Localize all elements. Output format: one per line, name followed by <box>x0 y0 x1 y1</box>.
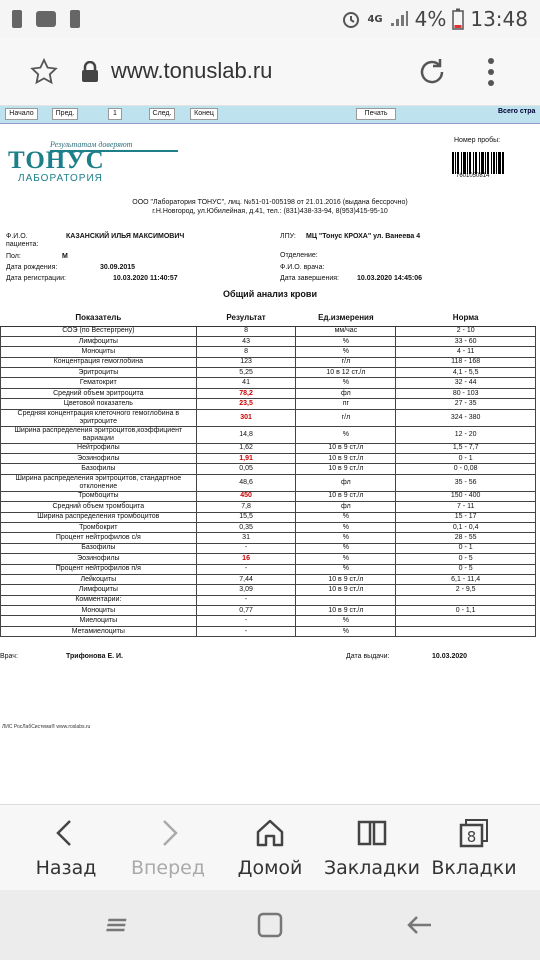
cell-unit: % <box>296 533 396 543</box>
prev-page-button[interactable]: Пред. <box>52 108 78 120</box>
star-icon[interactable] <box>30 58 58 86</box>
back-button[interactable] <box>12 805 120 891</box>
cell-indicator: Средняя концентрация клеточного гемоглобина в эритроците <box>1 409 197 426</box>
table-row <box>1 443 536 453</box>
cell-norm: 15 - 17 <box>396 512 536 522</box>
col-norm: Норма <box>396 310 536 326</box>
chevron-right-icon <box>152 817 184 849</box>
department-label: Отделение: <box>280 252 318 259</box>
tabs-label: Вкладки <box>431 857 517 879</box>
signal-icon <box>389 10 409 28</box>
cell-result: 0,05 <box>196 464 296 474</box>
table-row <box>1 585 536 595</box>
back-nav-icon[interactable] <box>405 910 435 940</box>
table-row <box>1 502 536 512</box>
cell-result: - <box>196 616 296 626</box>
home-label: Домой <box>237 857 303 879</box>
clock: 13:48 <box>470 7 528 31</box>
cell-unit: % <box>296 512 396 522</box>
cell-result: 15,5 <box>196 512 296 522</box>
battery-icon <box>452 8 464 30</box>
back-label: Назад <box>35 857 97 879</box>
message-icon <box>36 11 56 27</box>
cell-unit: мм/час <box>296 326 396 336</box>
cell-unit: % <box>296 616 396 626</box>
cell-unit: фл <box>296 474 396 491</box>
cell-norm: 32 - 44 <box>396 378 536 388</box>
cell-norm: 0 - 1,1 <box>396 606 536 616</box>
cell-result: 43 <box>196 336 296 346</box>
logo-tagline: Результатам доверяют <box>50 140 133 149</box>
table-row <box>1 491 536 501</box>
cell-result: 3,09 <box>196 585 296 595</box>
table-row <box>1 357 536 367</box>
signature-doctor: Трифонова Е. И. <box>66 653 123 660</box>
url-field[interactable]: www.tonuslab.ru <box>111 58 273 83</box>
home-nav-icon[interactable] <box>255 910 285 940</box>
table-row <box>1 522 536 532</box>
table-row <box>1 616 536 626</box>
alarm-icon <box>341 9 361 29</box>
cell-norm: 0 - 5 <box>396 554 536 564</box>
cell-result: 16 <box>196 554 296 564</box>
cell-unit: 10 в 9 ст./л <box>296 491 396 501</box>
cell-unit: % <box>296 554 396 564</box>
cell-indicator: Моноциты <box>1 347 197 357</box>
table-row <box>1 626 536 636</box>
table-row <box>1 378 536 388</box>
address-bar <box>0 38 540 106</box>
lpu-label: ЛПУ: <box>280 233 296 240</box>
sex-label: Пол: <box>6 253 21 260</box>
cell-indicator: Эозинофилы <box>1 454 197 464</box>
cell-result: 14,8 <box>196 426 296 443</box>
cell-norm <box>396 595 536 605</box>
table-row <box>1 426 536 443</box>
battery-notification-icon-2 <box>70 10 80 28</box>
total-pages-label: Всего стра <box>498 108 536 115</box>
cell-indicator: Базофилы <box>1 464 197 474</box>
chevron-left-icon <box>50 817 82 849</box>
cell-unit <box>296 595 396 605</box>
cell-indicator: Ширина распределения эритроцитов,коэффициент вариации <box>1 426 197 443</box>
network-type: 4G <box>367 13 383 25</box>
cell-unit: 10 в 9 ст./л <box>296 585 396 595</box>
cell-result: 0,77 <box>196 606 296 616</box>
cell-indicator: Процент нейтрофилов с/я <box>1 533 197 543</box>
cell-unit: пг <box>296 399 396 409</box>
bookmarks-label: Закладки <box>323 857 421 879</box>
cell-norm: 1,5 - 7,7 <box>396 443 536 453</box>
cell-norm: 0 - 0,08 <box>396 464 536 474</box>
cell-indicator: Гематокрит <box>1 378 197 388</box>
cell-indicator: Лимфоциты <box>1 585 197 595</box>
table-row <box>1 388 536 398</box>
table-row <box>1 326 536 336</box>
cell-norm: 2 - 9,5 <box>396 585 536 595</box>
cell-indicator: Комментарии: <box>1 595 197 605</box>
cell-norm <box>396 616 536 626</box>
cell-result: - <box>196 564 296 574</box>
cell-norm: 0 - 1 <box>396 543 536 553</box>
cell-indicator: Средний объем тромбоцита <box>1 502 197 512</box>
cell-unit: % <box>296 543 396 553</box>
col-result: Результат <box>196 310 296 326</box>
cell-unit: 10 в 9 ст./л <box>296 574 396 584</box>
next-page-button[interactable]: След. <box>149 108 175 120</box>
cell-norm: 0 - 1 <box>396 454 536 464</box>
issue-date: 10.03.2020 <box>432 653 468 660</box>
lab-info <box>0 198 540 216</box>
tab-count: 8 <box>466 828 477 846</box>
cell-indicator: Цветовой показатель <box>1 399 197 409</box>
cell-norm: 150 - 400 <box>396 491 536 501</box>
table-row <box>1 554 536 564</box>
cell-result: 78,2 <box>196 388 296 398</box>
cell-unit: фл <box>296 502 396 512</box>
last-page-button[interactable]: Конец <box>190 108 218 120</box>
cell-result: 7,44 <box>196 574 296 584</box>
first-page-button[interactable]: Начало <box>5 108 38 120</box>
table-row <box>1 606 536 616</box>
cell-result: 1,62 <box>196 443 296 453</box>
battery-percent: 4% <box>414 7 447 31</box>
cell-norm: 0 - 5 <box>396 564 536 574</box>
lock-icon <box>80 61 100 83</box>
completion-label: Дата завершения: <box>280 275 339 282</box>
cell-indicator: Эритроциты <box>1 368 197 378</box>
cell-result: 0,35 <box>196 522 296 532</box>
table-row <box>1 409 536 426</box>
cell-indicator: СОЭ (по Вестергрену) <box>1 326 197 336</box>
table-row <box>1 368 536 378</box>
cell-result: 41 <box>196 378 296 388</box>
cell-norm: 80 - 103 <box>396 388 536 398</box>
cell-result: 7,8 <box>196 502 296 512</box>
cell-result: 5,25 <box>196 368 296 378</box>
cell-unit: 10 в 9 ст./л <box>296 454 396 464</box>
cell-unit: 10 в 9 ст./л <box>296 606 396 616</box>
table-row <box>1 347 536 357</box>
cell-result: 123 <box>196 357 296 367</box>
cell-indicator: Лейкоциты <box>1 574 197 584</box>
cell-indicator: Ширина распределения эритроцитов, стандартное отклонение <box>1 474 197 491</box>
cell-norm: 118 - 168 <box>396 357 536 367</box>
cell-unit: % <box>296 378 396 388</box>
cell-indicator: Лимфоциты <box>1 336 197 346</box>
lpu-value: МЦ "Тонус КРОХА" ул. Ванеева 4 <box>306 233 421 240</box>
cell-result: 48,6 <box>196 474 296 491</box>
table-header-row <box>1 310 536 326</box>
cell-unit: г/л <box>296 357 396 367</box>
table-row <box>1 512 536 522</box>
lab-logo <box>8 140 178 186</box>
cell-norm: 28 - 55 <box>396 533 536 543</box>
cell-result: 31 <box>196 533 296 543</box>
cell-result: - <box>196 626 296 636</box>
battery-notification-icon <box>12 10 22 28</box>
cell-indicator: Метамиелоциты <box>1 626 197 636</box>
table-row <box>1 399 536 409</box>
col-unit: Ед.измерения <box>296 310 396 326</box>
cell-result: 8 <box>196 347 296 357</box>
browser-bottom-nav <box>0 804 540 890</box>
table-row <box>1 454 536 464</box>
tabs-button[interactable] <box>420 805 528 891</box>
barcode-icon <box>452 152 504 174</box>
logo-name: ТОНУС <box>8 147 105 174</box>
home-button[interactable] <box>216 805 324 891</box>
cell-unit: % <box>296 564 396 574</box>
cell-norm <box>396 626 536 636</box>
cell-unit: фл <box>296 388 396 398</box>
cell-unit: 10 в 9 ст./л <box>296 464 396 474</box>
cell-indicator: Процент нейтрофилов п/я <box>1 564 197 574</box>
cell-indicator: Ширина распределения тромбоцитов <box>1 512 197 522</box>
table-row <box>1 595 536 605</box>
bookmarks-icon <box>356 817 388 849</box>
cell-indicator: Тромбокрит <box>1 522 197 532</box>
more-menu-icon[interactable] <box>483 56 499 88</box>
cell-unit: % <box>296 626 396 636</box>
registration-value: 10.03.2020 11:40:57 <box>113 275 178 282</box>
probe-number-label: Номер пробы: <box>454 137 501 144</box>
logo-subtitle: ЛАБОРАТОРИЯ <box>18 173 103 184</box>
cell-indicator: Средний объем эритроцита <box>1 388 197 398</box>
cell-indicator: Нейтрофилы <box>1 443 197 453</box>
dob-value: 30.09.2015 <box>100 264 136 271</box>
probe-number: 7601050814 <box>456 173 490 179</box>
cell-unit: 10 в 9 ст./л <box>296 443 396 453</box>
results-table <box>0 310 536 637</box>
dob-label: Дата рождения: <box>6 264 58 271</box>
recent-apps-icon[interactable] <box>104 910 134 940</box>
page-number-input[interactable]: 1 <box>108 108 122 120</box>
cell-norm: 7 - 11 <box>396 502 536 512</box>
cell-unit: 10 в 12 ст./л <box>296 368 396 378</box>
lab-address: г.Н.Новгород, ул.Юбилейная, д.41, тел.: (831)438-33-94, 8(953)415-95-10 <box>152 208 388 215</box>
cell-unit: % <box>296 426 396 443</box>
doctor-label: Ф.И.О. врача: <box>280 264 325 271</box>
table-row <box>1 464 536 474</box>
forward-button[interactable] <box>114 805 222 891</box>
table-row <box>1 574 536 584</box>
lis-footer: ЛИС РосЛабСистема® www.roslabs.ru <box>2 724 91 730</box>
cell-norm: 6,1 - 11,4 <box>396 574 536 584</box>
cell-unit: % <box>296 522 396 532</box>
cell-norm: 0,1 - 0,4 <box>396 522 536 532</box>
cell-indicator: Миелоциты <box>1 616 197 626</box>
completion-value: 10.03.2020 14:45:06 <box>357 275 422 282</box>
cell-result: 1,91 <box>196 454 296 464</box>
signature-doctor-label: Врач: <box>0 653 18 660</box>
tabs-icon <box>458 817 490 849</box>
print-button[interactable]: Печать <box>356 108 396 120</box>
patient-name: КАЗАНСКИЙ ИЛЬЯ МАКСИМОВИЧ <box>66 233 185 240</box>
cell-result: 301 <box>196 409 296 426</box>
forward-label: Вперед <box>130 857 206 879</box>
cell-norm: 33 - 60 <box>396 336 536 346</box>
cell-norm: 324 - 380 <box>396 409 536 426</box>
status-bar <box>0 0 540 38</box>
cell-indicator: Базофилы <box>1 543 197 553</box>
patient-label: пациента: <box>6 241 39 248</box>
cell-norm: 4 - 11 <box>396 347 536 357</box>
web-page <box>0 106 540 804</box>
home-icon <box>254 817 286 849</box>
report-title: Общий анализ крови <box>223 289 317 299</box>
cell-indicator: Эозинофилы <box>1 554 197 564</box>
cell-result: 23,5 <box>196 399 296 409</box>
table-row <box>1 533 536 543</box>
cell-indicator: Концентрация гемоглобина <box>1 357 197 367</box>
sex-value: М <box>62 253 68 260</box>
cell-result: - <box>196 595 296 605</box>
report-toolbar <box>0 106 540 124</box>
fio-label: Ф.И.О. <box>6 233 28 240</box>
lab-license: ООО "Лаборатория ТОНУС", лиц. №51-01-005198 от 21.01.2016 (выдана бессрочно) <box>132 199 408 206</box>
table-row <box>1 543 536 553</box>
reload-icon[interactable] <box>416 56 448 88</box>
cell-result: 450 <box>196 491 296 501</box>
cell-norm: 2 - 10 <box>396 326 536 336</box>
system-nav-bar <box>0 890 540 960</box>
cell-unit: г/л <box>296 409 396 426</box>
cell-norm: 12 - 20 <box>396 426 536 443</box>
cell-result: - <box>196 543 296 553</box>
cell-norm: 4,1 - 5,5 <box>396 368 536 378</box>
cell-result: 8 <box>196 326 296 336</box>
cell-norm: 35 - 56 <box>396 474 536 491</box>
cell-unit: % <box>296 336 396 346</box>
cell-unit: % <box>296 347 396 357</box>
registration-label: Дата регистрации: <box>6 275 66 282</box>
cell-norm: 27 - 35 <box>396 399 536 409</box>
col-indicator: Показатель <box>1 310 197 326</box>
table-row <box>1 336 536 346</box>
issue-date-label: Дата выдачи: <box>346 653 390 660</box>
table-row <box>1 474 536 491</box>
bookmarks-button[interactable] <box>318 805 426 891</box>
table-row <box>1 564 536 574</box>
cell-indicator: Тромбоциты <box>1 491 197 501</box>
cell-indicator: Моноциты <box>1 606 197 616</box>
